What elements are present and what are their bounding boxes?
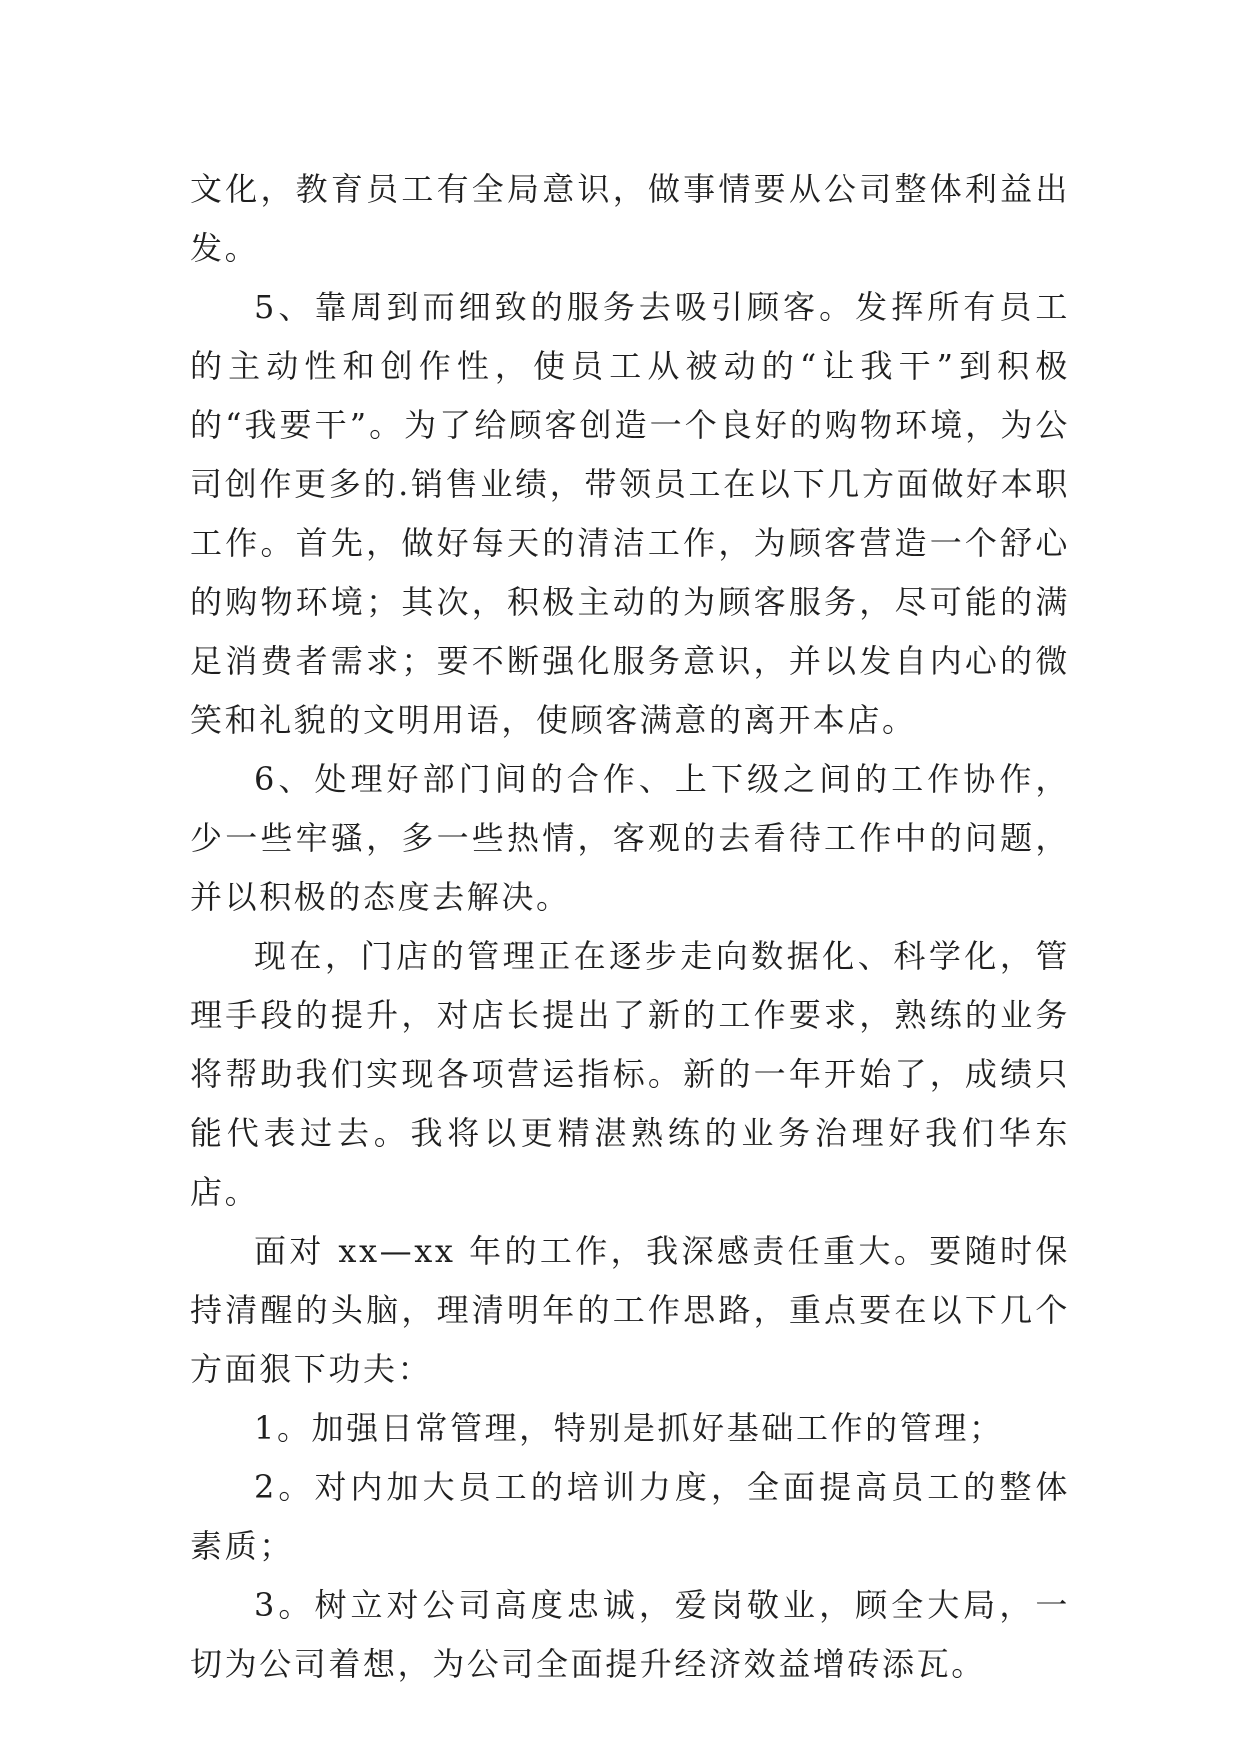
- paragraph-goal-1: 1。加强日常管理，特别是抓好基础工作的管理；: [254, 1409, 1004, 1447]
- paragraph-item-6: 6、处理好部门间的合作、上下级之间的工作协作，少一些牢骚，多一些热情，客观的去看待工作中的问题，并以积极的态度去解决。: [190, 760, 1070, 916]
- paragraph-goal-3: 3。树立对公司高度忠诚，爱岗敬业，顾全大局，一切为公司着想，为公司全面提升经济效益增砖添瓦。: [190, 1586, 1070, 1683]
- paragraph-current-status: 现在，门店的管理正在逐步走向数据化、科学化，管理手段的提升，对店长提出了新的工作要求，熟练的业务将帮助我们实现各项营运指标。新的一年开始了，成绩只能代表过去。我将以更精湛熟练的业务治理好我们华东店。: [190, 937, 1070, 1211]
- paragraph-item-5: 5、靠周到而细致的服务去吸引顾客。发挥所有员工的主动性和创作性，使员工从被动的“让我干”到积极的“我要干”。为了给顾客创造一个良好的购物环境，为公司创作更多的.销售业绩，带领员工在以下几方面做好本职工作。首先，做好每天的清洁工作，为顾客营造一个舒心的购物环境；其次，积极主动的为顾客服务，尽可能的满足消费者需求；要不断强化服务意识，并以发自内心的微笑和礼貌的文明用语，使顾客满意的离开本店。: [190, 288, 1070, 739]
- paragraph-outlook: 面对 xx—xx 年的工作，我深感责任重大。要随时保持清醒的头脑，理清明年的工作思路，重点要在以下几个方面狠下功夫：: [190, 1232, 1070, 1388]
- paragraph-goal-2: 2。对内加大员工的培训力度，全面提高员工的整体素质；: [190, 1468, 1070, 1565]
- document-body: [190, 160, 1070, 1694]
- paragraph-continuation: 文化，教育员工有全局意识，做事情要从公司整体利益出发。: [190, 170, 1070, 267]
